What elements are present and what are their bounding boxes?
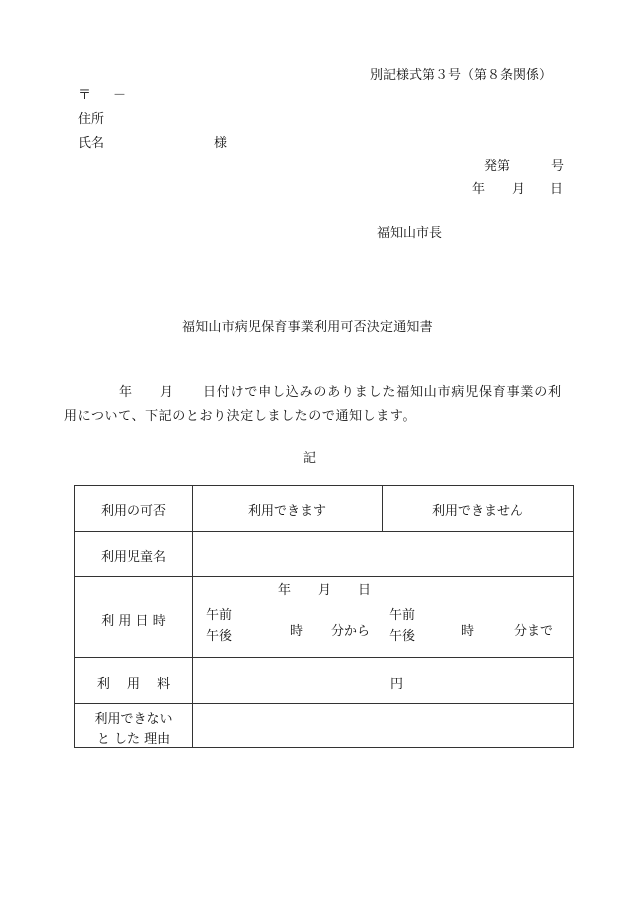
name-label: 氏名 [78, 136, 105, 151]
child-name-field[interactable] [193, 532, 573, 575]
row-divider [75, 576, 573, 577]
issue-date-day: 日 [550, 182, 564, 197]
label-fee: 利 用 料 [96, 677, 171, 692]
fee-yen: 円 [390, 677, 404, 692]
option-unavailable[interactable]: 利用できません [431, 504, 523, 519]
start-am[interactable]: 午前 [206, 608, 233, 623]
postal-code-dash: － [113, 88, 127, 103]
body-line-1 [0, 381, 630, 399]
end-pm[interactable]: 午後 [389, 629, 416, 644]
ki-heading: 記 [303, 451, 317, 466]
start-pm[interactable]: 午後 [206, 629, 233, 644]
body-month: 月 [160, 385, 174, 400]
issue-number-suffix: 号 [551, 159, 565, 174]
reason-field[interactable] [193, 704, 573, 747]
end-am[interactable]: 午前 [389, 608, 416, 623]
end-hour: 時 [461, 624, 475, 639]
start-minute-from: 分から [331, 624, 371, 639]
label-child-name: 利用児童名 [100, 550, 166, 565]
body-line-1-text: 日付けで申し込みのありました福知山市病児保育事業の利 [203, 385, 562, 400]
postal-code-mark: 〒 [78, 88, 92, 103]
issuer-mayor: 福知山市長 [377, 226, 443, 241]
start-hour: 時 [290, 624, 304, 639]
usage-date-year: 年 [278, 583, 292, 598]
label-reason-line-2: と した 理由 [96, 732, 171, 747]
issue-number-prefix: 発第 [484, 159, 511, 174]
address-label: 住所 [78, 112, 105, 127]
form-number-label: 別記様式第３号（第８条関係） [370, 68, 553, 83]
usage-date-day: 日 [358, 583, 372, 598]
end-minute-to: 分まで [514, 624, 554, 639]
usage-date-month: 月 [318, 583, 332, 598]
decision-table [74, 485, 574, 748]
body-year: 年 [119, 385, 133, 400]
row-divider [75, 657, 573, 658]
honorific-sama: 様 [214, 136, 228, 151]
label-availability: 利用の可否 [100, 504, 166, 519]
body-line-2: 用について、下記のとおり決定しましたので通知します。 [64, 409, 417, 424]
label-reason-line-1: 利用できない [94, 712, 173, 727]
document-title: 福知山市病児保育事業利用可否決定通知書 [182, 320, 433, 335]
issue-date-month: 月 [512, 182, 526, 197]
issue-date-year: 年 [472, 182, 486, 197]
option-available[interactable]: 利用できます [247, 504, 326, 519]
label-usage-datetime: 利 用 日 時 [101, 614, 166, 629]
